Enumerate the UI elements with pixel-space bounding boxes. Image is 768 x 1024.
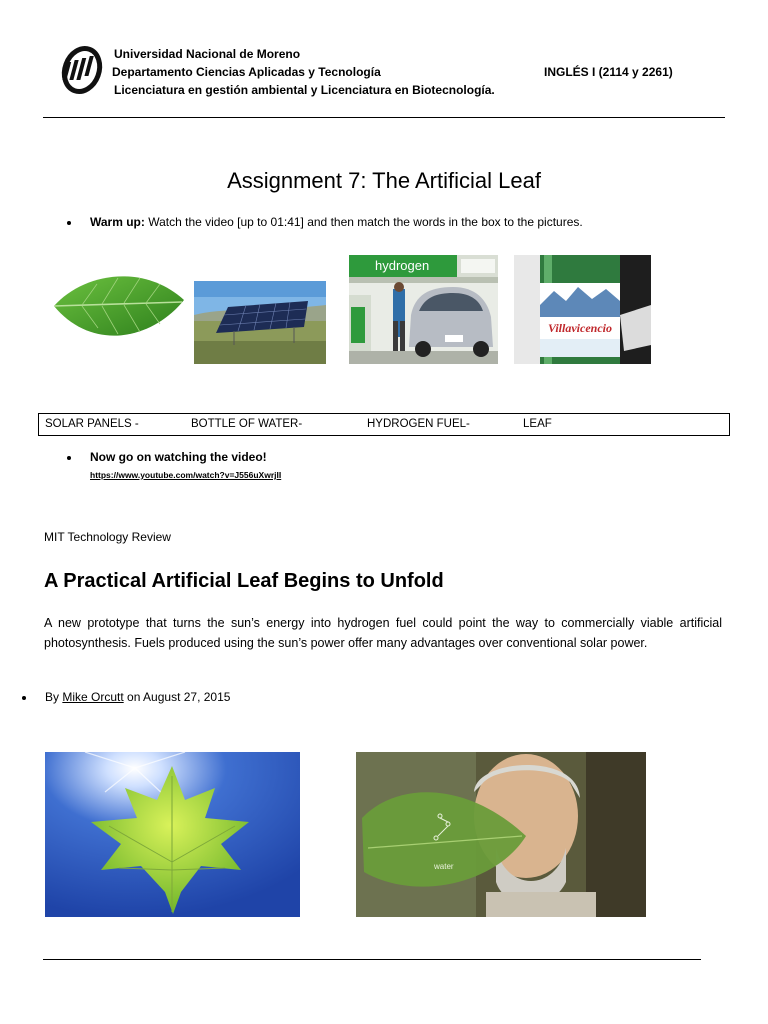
- course-code: INGLÉS I (2114 y 2261): [544, 65, 673, 79]
- hydrogen-car-picture: [349, 255, 498, 364]
- byline-prefix: By: [45, 690, 63, 704]
- assignment-title: Assignment 7: The Artificial Leaf: [227, 168, 541, 193]
- byline-date: on August 27, 2015: [123, 690, 231, 704]
- video-instruction: Now go on watching the video!: [90, 450, 267, 464]
- word-hydrogen-fuel: HYDROGEN FUEL-: [367, 418, 470, 430]
- water-brand-label: Villavicencio: [548, 321, 612, 335]
- article-headline: A Practical Artificial Leaf Begins to Unfold: [44, 570, 444, 592]
- leaf-picture: [52, 266, 186, 346]
- bullet: [22, 696, 26, 700]
- article-lead: A new prototype that turns the sun’s energy into hydrogen fuel could point the way to commercially viable artificial photosynthesis. Fuels produced using the sun’s power offer many advantages over conventional solar power.: [44, 616, 722, 650]
- scientist-with-leaf-picture: [356, 752, 646, 917]
- word-bottle-of-water: BOTTLE OF WATER-: [191, 418, 303, 430]
- header-divider: [43, 117, 725, 118]
- solar-panels-picture: [194, 281, 326, 364]
- warmup-instruction: [90, 215, 583, 229]
- warmup-text: Watch the video [up to 01:41] and then match the words in the box to the pictures.: [144, 215, 583, 229]
- maple-leaf-picture: [45, 752, 300, 917]
- degree-name: Licenciatura en gestión ambiental y Licenciatura en Biotecnología.: [114, 83, 495, 97]
- word-leaf: LEAF: [523, 418, 552, 430]
- university-logo: [60, 44, 104, 96]
- word-box: [38, 413, 730, 436]
- warmup-label: Warm up:: [90, 215, 145, 229]
- hydrogen-sign-text: hydrogen: [375, 258, 430, 273]
- footer-divider: [43, 959, 701, 960]
- video-link[interactable]: https://www.youtube.com/watch?v=J556uXwrjII: [90, 470, 282, 480]
- department-name: Departamento Ciencias Aplicadas y Tecnología: [112, 65, 381, 79]
- university-name: Universidad Nacional de Moreno: [114, 47, 301, 61]
- bullet: [67, 456, 71, 460]
- article-source: MIT Technology Review: [44, 530, 171, 544]
- water-bottle-picture: [514, 255, 651, 364]
- article-byline: [45, 690, 230, 704]
- bullet: [67, 221, 71, 225]
- word-solar-panels: SOLAR PANELS -: [45, 418, 139, 430]
- leaf-caption: water: [434, 862, 454, 871]
- author-link[interactable]: Mike Orcutt: [62, 690, 124, 704]
